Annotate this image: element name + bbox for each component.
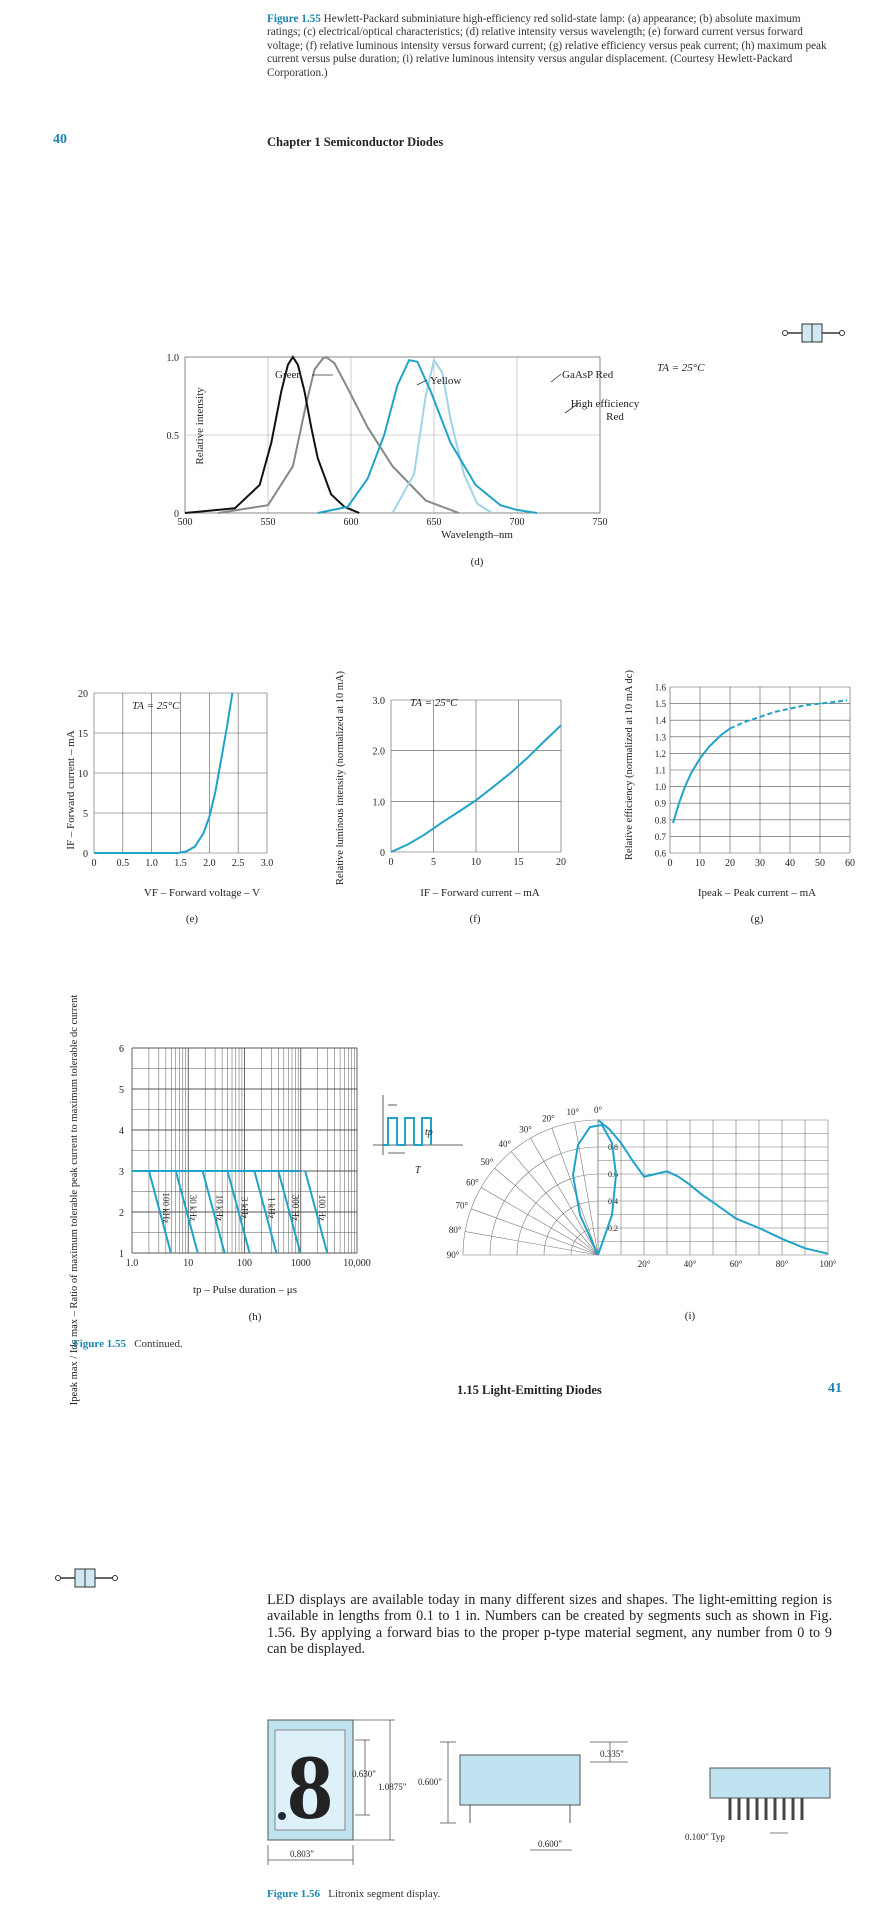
chart-e-x-tick: 3.0 bbox=[260, 858, 274, 869]
figure-label-continued: Figure 1.55 bbox=[73, 1338, 126, 1350]
chart-i-y-tick: 0.8 bbox=[608, 1143, 618, 1152]
display-pin-view bbox=[710, 1768, 830, 1798]
figure-caption-bottom bbox=[267, 1888, 440, 1900]
chart-h-y-tick: 3 bbox=[119, 1167, 124, 1178]
chart-h-wave-T: T bbox=[415, 1165, 421, 1176]
dim-height-digit: 0.630" bbox=[352, 1769, 376, 1779]
chart-h-y-tick: 2 bbox=[119, 1208, 124, 1219]
chart-d-panel-label: (d) bbox=[470, 556, 484, 568]
dim-height-body: 1.0875" bbox=[378, 1782, 407, 1792]
chart-i-angle-label: 30° bbox=[519, 1124, 532, 1135]
chart-d-ylabel: Relative intensity bbox=[194, 387, 206, 465]
chart-i-y-tick: 0.4 bbox=[608, 1197, 618, 1206]
chart-e-x-tick: 2.5 bbox=[231, 858, 245, 869]
chart-h-freq-label: 1 kHz bbox=[266, 1197, 277, 1219]
decimal-point bbox=[278, 1812, 286, 1820]
caption-bottom-text: Litronix segment display. bbox=[328, 1888, 441, 1900]
dim-width-body: 0.803" bbox=[290, 1849, 314, 1859]
chart-g-y-tick: 1.6 bbox=[654, 682, 666, 693]
chart-d-series-high-efficiency-red bbox=[318, 360, 537, 513]
chart-g-x-tick: 30 bbox=[755, 858, 765, 869]
chart-h-x-tick: 1.0 bbox=[125, 1258, 139, 1269]
chart-e-panel-label: (e) bbox=[185, 913, 199, 925]
chart-d-annotation: TA = 25°C bbox=[657, 362, 705, 374]
diode-symbol-icon bbox=[55, 1563, 119, 1593]
chart-h-y-tick: 5 bbox=[119, 1085, 124, 1096]
chart-f-ylabel: Relative luminous intensity (normalized at 10 mA) bbox=[335, 670, 346, 886]
chart-g-x-tick: 0 bbox=[667, 858, 673, 869]
chart-i-angle-label: 70° bbox=[455, 1200, 469, 1211]
chart-e-x-tick: 0.5 bbox=[116, 858, 130, 869]
dim-side-height: 0.600" bbox=[418, 1777, 442, 1787]
chart-f-y-tick: 0 bbox=[380, 848, 385, 859]
diode-symbol-icon bbox=[782, 318, 846, 348]
chart-h-freq-label: 3 kHz bbox=[239, 1197, 250, 1219]
chart-d-x-tick: 700 bbox=[509, 517, 525, 528]
chart-d-y-tick: 1.0 bbox=[166, 353, 179, 364]
dim-side-width: 0.600" bbox=[538, 1839, 562, 1849]
chart-f-y-tick: 1.0 bbox=[372, 797, 385, 809]
chart-h-x-tick: 1000 bbox=[290, 1258, 311, 1269]
display-side-view bbox=[460, 1755, 580, 1805]
chart-e-y-tick: 15 bbox=[78, 729, 88, 740]
waveform-pulses bbox=[383, 1118, 431, 1145]
chart-g-plot bbox=[655, 683, 855, 870]
chart-f-y-tick: 2.0 bbox=[372, 746, 385, 758]
dim-pin-pitch: 0.100" Typ bbox=[685, 1832, 725, 1842]
chart-g-x-tick: 20 bbox=[725, 858, 735, 869]
chart-d-y-tick: 0.5 bbox=[166, 431, 179, 442]
chart-i-angle-label: 90° bbox=[446, 1250, 460, 1260]
chart-d-label-he: High efficiency bbox=[570, 398, 640, 410]
figure-1-56 bbox=[260, 1700, 860, 1875]
chart-d-x-tick: 500 bbox=[177, 517, 193, 528]
dim-depth: 0.335" bbox=[600, 1749, 624, 1759]
chart-h-wave-tp: tp bbox=[425, 1127, 433, 1138]
chart-g-series-dashed bbox=[730, 700, 847, 728]
chart-g-x-tick: 60 bbox=[845, 858, 855, 869]
chart-h-panel-label: (h) bbox=[248, 1311, 262, 1323]
chart-f-xlabel: IF – Forward current – mA bbox=[420, 887, 540, 899]
chart-d-xlabel: Wavelength–nm bbox=[441, 529, 513, 541]
chart-g-y-tick: 0.6 bbox=[654, 848, 666, 859]
chart-g-y-tick: 0.8 bbox=[654, 815, 666, 826]
chart-g-y-tick: 1.5 bbox=[654, 699, 666, 710]
chart-h-y-tick: 1 bbox=[119, 1249, 124, 1260]
chart-h-y-tick: 4 bbox=[119, 1126, 124, 1137]
chart-f-annotation: TA = 25°C bbox=[410, 697, 458, 709]
chart-e-x-tick: 0 bbox=[91, 858, 97, 869]
chart-g-x-tick: 50 bbox=[815, 858, 825, 869]
page-number-left: 40 bbox=[53, 132, 67, 147]
chart-f-panel-label: (f) bbox=[469, 913, 481, 925]
chart-g-y-tick: 0.7 bbox=[654, 831, 666, 842]
chart-i-x-tick: 80° bbox=[775, 1259, 789, 1269]
chart-d-label-yellow: Yellow bbox=[430, 375, 462, 387]
chart-e-y-tick: 0 bbox=[83, 849, 88, 860]
chart-i-angle-label: 80° bbox=[448, 1224, 462, 1235]
chart-i bbox=[446, 1055, 855, 1325]
chart-i-angle-label: 40° bbox=[498, 1138, 512, 1149]
body-paragraph: LED displays are available today in many different sizes and shapes. The light-emitting region is available in lengths from 0.1 to 1 in. Numbers can be created by segments such as shown in Fig. 1.56. By applying a forward bias to the proper p-type material segment, any number from 0 to 9 can be displayed. bbox=[267, 1592, 832, 1658]
chart-i-angle-label: 50° bbox=[480, 1156, 494, 1167]
figure-caption-top bbox=[267, 13, 827, 80]
figure-caption-text: Hewlett-Packard subminiature high-efficiency red solid-state lamp: (a) appearance; (b) absolute maximum ratings; (c) electrical/optical characteristics; (d) relative intensity versus wavelength; (e) forward current versus forward voltage; (f) relative luminous intensity versus forward current; (g) relative efficiency versus peak current; (h) maximum peak current versus pulse duration; (i) relative luminous intensity versus angular displacement. (Courtesy Hewlett-Packard Corporation.) bbox=[267, 13, 827, 79]
chart-g-y-tick: 1.2 bbox=[654, 748, 666, 759]
chart-i-y-tick: 0.2 bbox=[608, 1224, 618, 1233]
chart-i-angle-label: 20° bbox=[542, 1113, 555, 1124]
display-digit: 8 bbox=[287, 1736, 333, 1838]
chart-h-freq-label: 10 kHz bbox=[214, 1194, 225, 1222]
chart-h-freq-label: 100 kHz bbox=[160, 1192, 171, 1224]
page-number-right: 41 bbox=[828, 1381, 842, 1396]
chart-g-y-tick: 1.0 bbox=[654, 782, 666, 793]
chart-e-xlabel: VF – Forward voltage – V bbox=[143, 887, 261, 899]
chart-g-x-tick: 40 bbox=[785, 858, 795, 869]
continued-text: Continued. bbox=[134, 1338, 183, 1350]
chart-d-y-tick: 0 bbox=[174, 509, 179, 520]
chart-i-x-tick: 60° bbox=[729, 1259, 743, 1269]
chart-g-panel-label: (g) bbox=[750, 913, 764, 925]
chart-g-y-tick: 0.9 bbox=[654, 798, 666, 809]
chart-i-angle-label: 10° bbox=[566, 1107, 580, 1118]
chart-i-x-tick: 20° bbox=[637, 1259, 651, 1269]
chart-e-y-tick: 20 bbox=[78, 689, 88, 700]
chart-e-x-tick: 2.0 bbox=[203, 858, 216, 869]
chart-f-plot bbox=[373, 696, 567, 868]
chart-i-x-tick: 40° bbox=[683, 1259, 697, 1269]
figure-label: Figure 1.55 bbox=[267, 13, 321, 25]
chart-h-ylabel: Ipeak max / Idc max – Ratio of maximum tolerable peak current to maximum tolerable dc current bbox=[69, 994, 80, 1406]
chart-d-label-gaasp: GaAsP Red bbox=[562, 369, 614, 381]
chart-f-x-tick: 15 bbox=[513, 857, 524, 868]
chart-h-freq-label: 100 Hz bbox=[317, 1194, 328, 1222]
running-head-left: Chapter 1 Semiconductor Diodes bbox=[267, 135, 444, 149]
chart-i-angle-label: 60° bbox=[466, 1177, 479, 1188]
chart-d-x-tick: 550 bbox=[260, 517, 276, 528]
chart-f-y-tick: 3.0 bbox=[372, 696, 385, 707]
chart-d-plot bbox=[167, 353, 608, 528]
chart-h-freq-label: 300 Hz bbox=[290, 1194, 301, 1222]
chart-e-x-tick: 1.5 bbox=[174, 858, 187, 869]
figure-caption-continued bbox=[73, 1338, 183, 1350]
chart-i-panel-label: (i) bbox=[684, 1310, 696, 1322]
chart-e-y-tick: 5 bbox=[83, 809, 88, 820]
chart-e-annotation: TA = 25°C bbox=[132, 700, 180, 712]
chart-d-label-red: Red bbox=[606, 411, 624, 423]
chart-f-x-tick: 10 bbox=[471, 857, 481, 868]
chart-i-x-tick: 100° bbox=[819, 1259, 837, 1269]
chart-d-x-tick: 650 bbox=[426, 517, 442, 528]
chart-g-y-tick: 1.3 bbox=[654, 732, 666, 743]
display-pins bbox=[730, 1798, 802, 1833]
chart-h-x-tick: 10 bbox=[183, 1258, 194, 1269]
chart-e-plot bbox=[78, 689, 273, 869]
chart-i-y-tick: 0.6 bbox=[608, 1170, 618, 1179]
chart-g-ylabel: Relative efficiency (normalized at 10 mA dc) bbox=[624, 670, 635, 860]
chart-f bbox=[325, 670, 595, 925]
chart-h-x-tick: 10,000 bbox=[343, 1258, 371, 1269]
chart-g-x-tick: 10 bbox=[695, 858, 705, 869]
chart-h-freq-label: 30 kHz bbox=[187, 1194, 198, 1222]
chart-g-xlabel: Ipeak – Peak current – mA bbox=[697, 887, 817, 899]
chart-h-plot bbox=[119, 1044, 463, 1269]
chart-i-angle-label: 0° bbox=[593, 1105, 603, 1115]
chart-d-label-green: Green bbox=[275, 369, 302, 381]
running-head-right: 1.15 Light-Emitting Diodes bbox=[457, 1383, 602, 1397]
chart-f-x-tick: 20 bbox=[556, 857, 566, 868]
chart-f-x-tick: 5 bbox=[431, 857, 436, 868]
chart-g-y-tick: 1.4 bbox=[654, 715, 666, 726]
chart-d-x-tick: 750 bbox=[592, 517, 608, 528]
chart-g bbox=[612, 670, 882, 925]
chart-g-y-tick: 1.1 bbox=[654, 765, 666, 776]
chart-i-plot bbox=[447, 1105, 837, 1269]
chart-h-x-tick: 100 bbox=[237, 1258, 252, 1269]
chart-h-xlabel: tp – Pulse duration – μs bbox=[193, 1284, 297, 1296]
chart-d bbox=[165, 345, 765, 580]
figure-label-bottom: Figure 1.56 bbox=[267, 1888, 320, 1900]
chart-e-ylabel: IF – Forward current – mA bbox=[65, 730, 77, 850]
chart-e-y-tick: 10 bbox=[78, 769, 88, 780]
chart-g-series-solid bbox=[673, 729, 730, 824]
chart-h-y-tick: 6 bbox=[119, 1044, 124, 1055]
chart-f-x-tick: 0 bbox=[388, 857, 394, 868]
chart-d-x-tick: 600 bbox=[343, 517, 359, 528]
chart-e-x-tick: 1.0 bbox=[145, 858, 158, 869]
chart-e bbox=[52, 675, 312, 925]
